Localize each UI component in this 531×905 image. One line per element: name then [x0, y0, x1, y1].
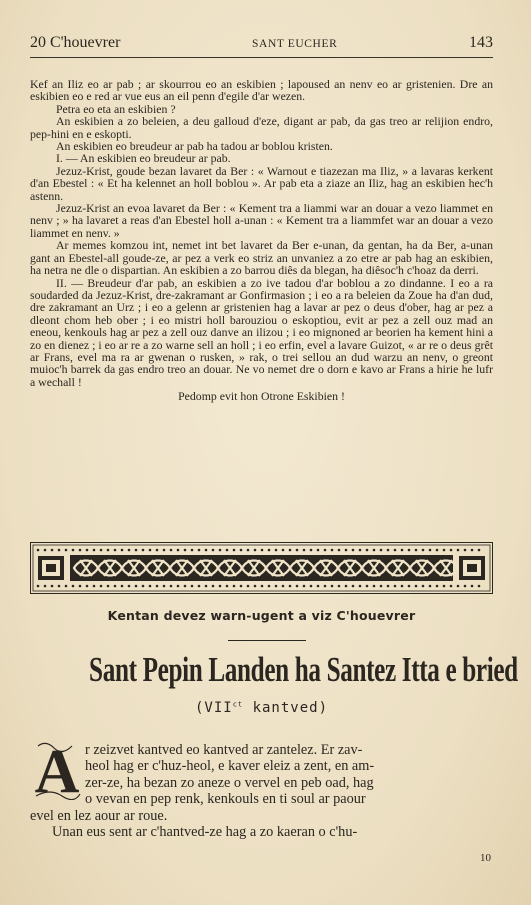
divider-rule [228, 640, 306, 641]
paragraph-binding: Jezuz-Krist an evoa lavaret da Ber : « Kement tra a liammi war an douar a vezo liammet en nenv ; » ha lavaret a reas d'an Ebestel holl a-unan : « Kement tra a liammfet war an douar a vezo liammet en nenv. » [30, 201, 493, 240]
header-date: 20 C'houevrer [30, 34, 121, 51]
century-label [30, 700, 493, 716]
paragraph-section-one: I. — An eskibien eo breudeur ar pab. [56, 151, 231, 166]
signature-number: 10 [480, 852, 491, 864]
article-title: Sant Pepin Landen ha Santez Itta e bried [89, 650, 518, 689]
century-prefix: (VII [194, 700, 233, 716]
paragraph-intro: Kef an Iliz eo ar pab ; ar skourrou eo an eskibien ; lapoused an nenv eo ar gristenien. Dre an eskibien eo e red ar vue eus an eil penn d'egile d'ar wezen. [30, 77, 493, 104]
catechism-text [30, 78, 493, 403]
paragraph-unity: Ar memes komzou int, nemet int bet lavaret da Ber e-unan, da gentan, ha da Ber, a-unan gant an Ebestel-all goude-ze, ar pez a verk eo striz an unvaniez a zo etre ar pab hag an eskibien, ha netra ne dle o dispartian. An eskibien a zo barrou diês da blegan, ha diêsoc'h c'hoaz da derri. [30, 238, 493, 278]
article-line: zer-ze, ha bezan zo aneze o vervel en peb oad, hag [85, 774, 374, 791]
article-line: evel en lez aour ar roue. [30, 807, 168, 824]
article-body [30, 742, 493, 840]
header-rule [30, 57, 493, 58]
prayer-line: Pedomp evit hon Otrone Eskibien ! [178, 389, 345, 404]
ornamental-band [30, 542, 493, 594]
paragraph-summary: An eskibien eo breudeur ar pab ha tadou ar boblou kristen. [56, 139, 333, 154]
article-line: heol hag er c'huz-heol, e kaver eleiz a zent, en am- [85, 758, 375, 775]
header-saint-name: SANT EUCHER [252, 38, 338, 50]
paragraph-peter: Jezuz-Krist, goude bezan lavaret da Ber : « Warnout e tiazezan ma Iliz, » a lavaras kerkent d'an Ebestel : « Et ha kelennet an holl boblou ». Ar pab eta a ziaze an Iliz, hag an eskibien hec'h astenn. [30, 163, 493, 203]
running-header [30, 34, 493, 56]
century-superscript: ct [232, 700, 244, 709]
page-number: 143 [468, 34, 493, 51]
century-suffix: kantved) [243, 700, 328, 716]
paragraph-question: Petra eo eta an eskibien ? [56, 101, 176, 116]
drop-cap-letter: A [34, 738, 80, 800]
article-line: Unan eus sent ar c'hantved-ze hag a zo kaeran o c'hu- [52, 824, 358, 841]
paragraph-section-two: II. — Breudeur d'ar pab, an eskibien a zo ive tadou d'ar boblou a zo dindanne. I eo a ra soudarded da Jezuz-Krist, dre-zakramant ar Gonfirmasion ; i eo a ra beleien da Zoue ha d'an dud, dre zakramant an Urz ; i eo a gelenn ar gristenien hag a lavar ar pez o deus d'ober, hag ar pez a dleont chom heb ober ; i eo mistri holl barouziou o eskoptiou, evit ar pez a zell ouz mad an eneou, kenkouls hag ar pez a zell ouz danve an ilizou ; i eo mignoned ar beorien ha kement hini a zo en dienez ; i eo ar re a zo warne sell an holl ; i eo erfin, evel a lavare Guizot, « ar re o deus grêt ar Frans, evel ma ra ar gwenan o rusken, » rak, o trei sellou an dud warzu an nenv, o greont muioc'h barrek da gas endro treo an douar. Ne vo nemet dre o dorn e kavo ar Frans a hirie he lufr a wechall ! [30, 275, 493, 389]
day-heading: Kentan devez warn-ugent a viz C'houevrer [107, 608, 416, 623]
article-line: o vevan en pep renk, kenkouls en ti soul ar paour [85, 791, 366, 808]
paragraph-answer: An eskibien a zo beleien, a deu galloud d'eze, digant ar pab, da gas treo ar relijion endro, pep-hini en e eskopti. [30, 114, 493, 141]
article-line: r zeizvet kantved eo kantved ar zantelez. Er zav- [85, 742, 363, 758]
